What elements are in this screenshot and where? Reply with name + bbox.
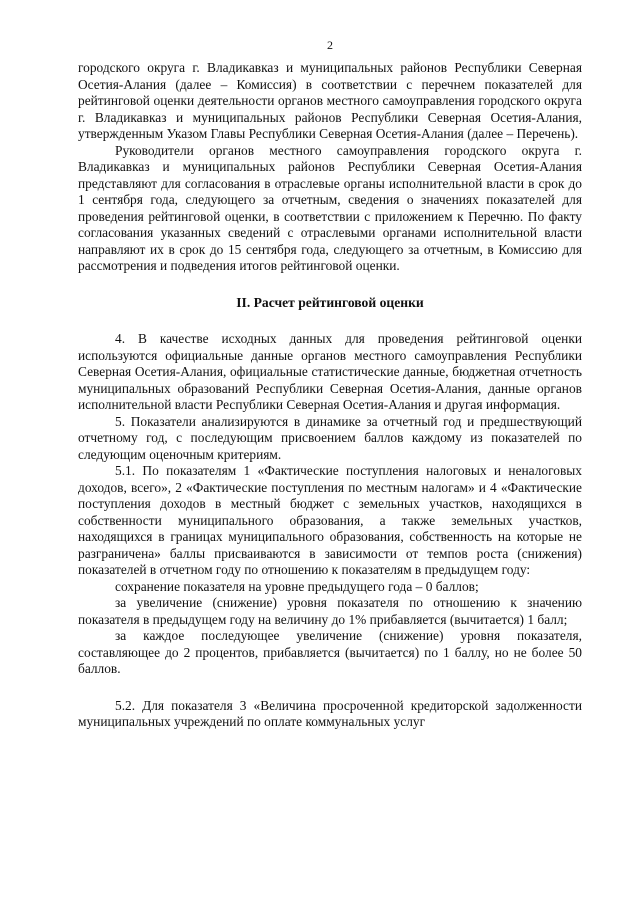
paragraph-dynamics: 5. Показатели анализируются в динамике за отчетный год и предшествующий отчетному год, с последующим присвоением баллов каждому из показателей по следующим оценочным критериям. [78,413,582,462]
paragraph-zero-points: сохранение показателя на уровне предыдущего года – 0 баллов; [115,578,479,594]
paragraph-commission: городского округа г. Владикавказ и муниципальных районов Республики Северная Осетия-Алания (далее – Комиссия) в соответствии с перечнем показателей для рейтинговой оценки деятельности органов местного самоуправления городского округа г. Владикавказ и муниципальных районов Республики Северная Осетия-Алания, утвержденным Указом Главы Республики Северная Осетия-Алания (далее – Перечень). [78,60,582,141]
page-number: 2 [327,38,333,52]
paragraph-source-data: 4. В качестве исходных данных для проведения рейтинговой оценки используются официальные данные органов местного самоуправления Республики Северная Осетия-Алания, официальные статистические данные, бюджетная отчетность муниципальных образований Республики Северная Осетия-Алания, данные органов исполнительной власти Республики Северная Осетия-Алания и другая информация. [78,331,582,412]
paragraph-each-next-point: за каждое последующее увеличение (снижение) уровня показателя, составляющее до 2 процентов, прибавляется (вычитается) по 1 баллу, но не более 50 баллов. [78,628,582,676]
section-heading: II. Расчет рейтинговой оценки [236,294,424,310]
paragraph-heads-submit: Руководители органов местного самоуправления городского округа г. Владикавказ и муниципальных районов Республики Северная Осетия-Алания представляют для согласования в отраслевые органы исполнительной власти в срок до 1 сентября года, следующего за отчетным, сведения о значениях показателей для проведения рейтинговой оценки, в соответствии с приложением к Перечню. По факту согласования указанных сведений с отраслевыми органами исполнительной власти направляют их в срок до 15 сентября года, следующего за отчетным, в Комиссию для рассмотрения и подведения итогов рейтинговой оценки. [78,142,582,273]
paragraph-one-point: за увеличение (снижение) уровня показателя по отношению к значению показателя в предыдущем году на величину до 1% прибавляется (вычитается) 1 балл; [78,595,582,627]
paragraph-criteria-5-1: 5.1. По показателям 1 «Фактические поступления налоговых и неналоговых доходов, всего», 2 «Фактические поступления по местным налогам» и 4 «Фактические поступления доходов в местный бюджет с земельных участков, находящихся в собственности муниципального образования, а также земельных участков, находящихся в границах муниципального образования, собственность на которые не разграничена» баллы присваиваются в зависимости от темпов роста (снижения) показателей в отчетном году по отношению к показателям в предыдущем году: [78,463,582,577]
paragraph-criteria-5-2: 5.2. Для показателя 3 «Величина просроченной кредиторской задолженности муниципальных учреждений по оплате коммунальных услуг [78,697,582,729]
